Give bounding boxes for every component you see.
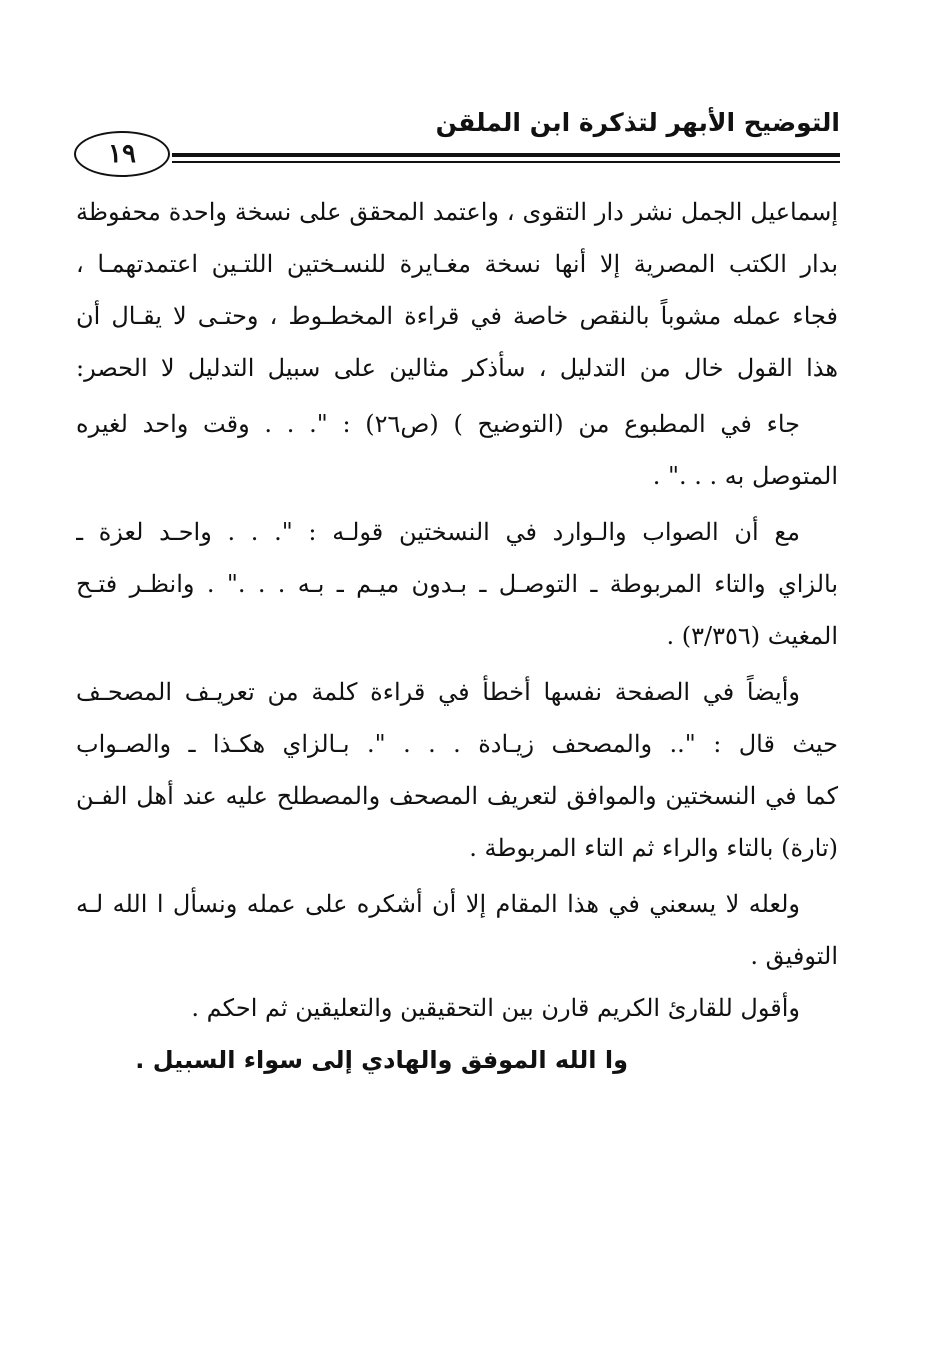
text-line: ولعله لا يسعني في هذا المقام إلا أن أشكره على عمله ونسأل ا الله لـه	[76, 890, 800, 918]
text-line: مع أن الصواب والـوارد في النسختين قولـه : ". . . واحـد لعزة ـ	[76, 518, 800, 546]
body-text	[76, 186, 838, 1086]
header-rule-thick	[172, 153, 840, 157]
page-number-oval: ١٩	[74, 131, 170, 177]
text-line: كما في النسختين والموافق لتعريف المصحف والمصطلح عليه عند أهل الفـن	[76, 782, 838, 810]
closing-line: وا الله الموفق والهادي إلى سواء السبيل .	[135, 1046, 628, 1074]
text-line: هذا القول خال من التدليل ، سأذكر مثالين على سبيل التدليل لا الحصر:	[76, 354, 838, 382]
text-line: جاء في المطبوع من (التوضيح ) (ص٢٦) : ". . . وقت واحد لغيره	[76, 410, 800, 438]
text-line: حيث قال : ".. والمصحف زيـادة . . . ". بـالزاي هكـذا ـ والصـواب	[76, 730, 838, 758]
running-title: التوضيح الأبهر لتذكرة ابن الملقن	[435, 108, 840, 137]
text-line: المغيث (٣/٣٥٦) .	[666, 622, 838, 650]
text-line: بالزاي والتاء المربوطة ـ التوصـل ـ بـدون ميـم ـ بـه . . ." . وانظـر فتـح	[76, 570, 838, 598]
text-line: وأقول للقارئ الكريم قارن بين التحقيقين والتعليقين ثم احكم .	[191, 994, 800, 1022]
text-line: التوفيق .	[750, 942, 838, 970]
text-line: بدار الكتب المصرية إلا أنها نسخة مغـايرة للنسـختين اللتـين اعتمدتهمـا ،	[76, 250, 838, 278]
header-rule-thin	[172, 161, 840, 163]
text-line: (تارة) بالتاء والراء ثم التاء المربوطة .	[469, 834, 838, 862]
text-line: المتوصل به . . ." .	[652, 462, 838, 490]
text-line: وأيضاً في الصفحة نفسها أخطأ في قراءة كلمة من تعريـف المصحـف	[76, 678, 800, 706]
text-line: إسماعيل الجمل نشر دار التقوى ، واعتمد المحقق على نسخة واحدة محفوظة	[76, 198, 838, 226]
text-line: فجاء عمله مشوباً بالنقص خاصة في قراءة المخطـوط ، وحتـى لا يقـال أن	[76, 302, 838, 330]
